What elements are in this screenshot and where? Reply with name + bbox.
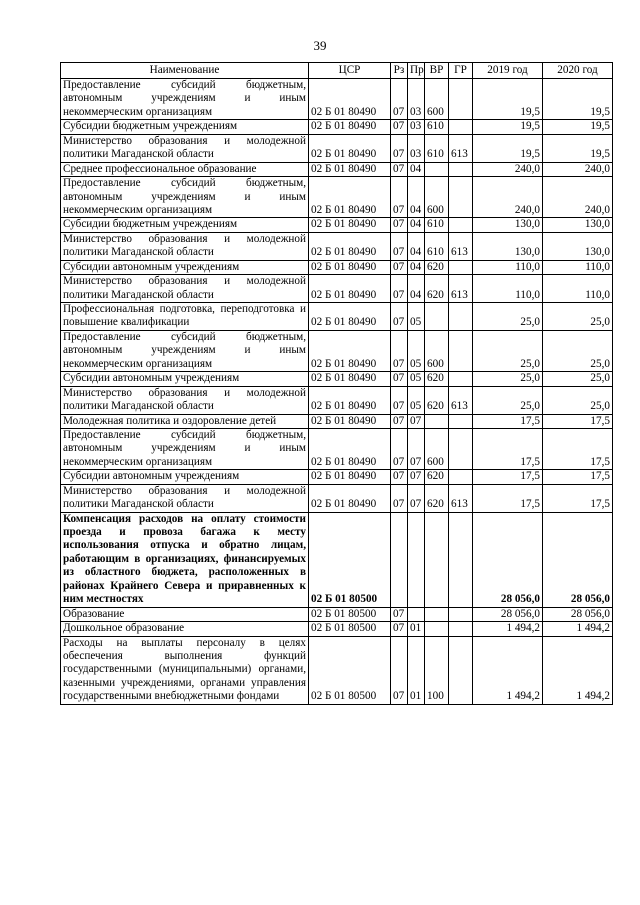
- row-value-2019: 25,0: [473, 372, 543, 386]
- row-vr: 620: [425, 372, 449, 386]
- row-value-2020: 1 494,2: [543, 636, 613, 704]
- row-vr: 610: [425, 232, 449, 260]
- row-vr: 610: [425, 134, 449, 162]
- row-gr: [449, 330, 473, 371]
- row-name: Министерство образования и молодежной политики Магаданской области: [61, 134, 309, 162]
- table-row: [61, 162, 613, 176]
- row-pr: 07: [408, 414, 425, 428]
- row-value-2020: 110,0: [543, 260, 613, 274]
- row-value-2019: 28 056,0: [473, 512, 543, 607]
- row-rz: 07: [391, 428, 408, 469]
- row-name: Расходы на выплаты персоналу в целях обеспечения выполнения функций государственными (муниципальными) органами, казенными учреждениями, органами управления государственными внебюджетными фондами: [61, 636, 309, 704]
- row-gr: [449, 372, 473, 386]
- row-csr: 02 Б 01 80490: [309, 79, 391, 120]
- row-rz: 07: [391, 177, 408, 218]
- row-gr: [449, 260, 473, 274]
- row-value-2019: 110,0: [473, 275, 543, 303]
- row-csr: 02 Б 01 80490: [309, 177, 391, 218]
- row-vr: [425, 414, 449, 428]
- header-2020: 2020 год: [543, 63, 613, 79]
- row-gr: [449, 607, 473, 621]
- row-vr: 620: [425, 275, 449, 303]
- row-csr: 02 Б 01 80490: [309, 120, 391, 134]
- row-csr: 02 Б 01 80490: [309, 275, 391, 303]
- row-value-2019: 17,5: [473, 484, 543, 512]
- row-gr: [449, 470, 473, 484]
- row-pr: 05: [408, 372, 425, 386]
- row-csr: 02 Б 01 80490: [309, 414, 391, 428]
- row-rz: 07: [391, 372, 408, 386]
- row-name: Среднее профессиональное образование: [61, 162, 309, 176]
- table-row: [61, 134, 613, 162]
- row-gr: [449, 120, 473, 134]
- row-gr: 613: [449, 275, 473, 303]
- row-vr: 600: [425, 177, 449, 218]
- row-vr: [425, 622, 449, 636]
- row-gr: [449, 414, 473, 428]
- header-vr: ВР: [425, 63, 449, 79]
- row-vr: 100: [425, 636, 449, 704]
- row-csr: 02 Б 01 80500: [309, 622, 391, 636]
- row-value-2019: 17,5: [473, 428, 543, 469]
- row-csr: 02 Б 01 80490: [309, 484, 391, 512]
- row-value-2019: 1 494,2: [473, 636, 543, 704]
- row-csr: 02 Б 01 80490: [309, 330, 391, 371]
- row-gr: [449, 162, 473, 176]
- row-gr: 613: [449, 232, 473, 260]
- row-vr: 620: [425, 260, 449, 274]
- row-gr: [449, 303, 473, 331]
- table-row: [61, 470, 613, 484]
- row-value-2019: 17,5: [473, 470, 543, 484]
- row-csr: 02 Б 01 80490: [309, 303, 391, 331]
- row-csr: 02 Б 01 80500: [309, 607, 391, 621]
- row-value-2019: 25,0: [473, 303, 543, 331]
- row-csr: 02 Б 01 80490: [309, 260, 391, 274]
- row-name: Субсидии автономным учреждениям: [61, 260, 309, 274]
- table-row: [61, 622, 613, 636]
- row-pr: 07: [408, 484, 425, 512]
- row-value-2020: 110,0: [543, 275, 613, 303]
- row-value-2020: 240,0: [543, 162, 613, 176]
- row-gr: 613: [449, 386, 473, 414]
- row-vr: [425, 607, 449, 621]
- row-vr: 600: [425, 330, 449, 371]
- header-name: Наименование: [61, 63, 309, 79]
- row-name: Предоставление субсидий бюджетным, автономным учреждениям и иным некоммерческим организациям: [61, 79, 309, 120]
- table-row: [61, 120, 613, 134]
- row-pr: 01: [408, 636, 425, 704]
- row-value-2019: 1 494,2: [473, 622, 543, 636]
- row-rz: 07: [391, 120, 408, 134]
- row-vr: 620: [425, 470, 449, 484]
- row-value-2020: 28 056,0: [543, 512, 613, 607]
- row-gr: [449, 79, 473, 120]
- row-rz: 07: [391, 622, 408, 636]
- table-body: [61, 79, 613, 705]
- row-value-2020: 1 494,2: [543, 622, 613, 636]
- row-name: Компенсация расходов на оплату стоимости проезда и провоза багажа к месту использования отпуска и обратно лицам, работающим в организациях, финансируемых из областного бюджета, расположенных в районах Крайнего Севера и приравненных к ним местностях: [61, 512, 309, 607]
- row-name: Образование: [61, 607, 309, 621]
- row-value-2019: 17,5: [473, 414, 543, 428]
- header-csr: ЦСР: [309, 63, 391, 79]
- row-vr: 600: [425, 79, 449, 120]
- row-rz: 07: [391, 484, 408, 512]
- row-csr: 02 Б 01 80490: [309, 162, 391, 176]
- row-csr: 02 Б 01 80490: [309, 134, 391, 162]
- table-row: [61, 484, 613, 512]
- row-gr: [449, 218, 473, 232]
- row-rz: 07: [391, 636, 408, 704]
- row-rz: 07: [391, 386, 408, 414]
- row-name: Субсидии автономным учреждениям: [61, 470, 309, 484]
- row-pr: 05: [408, 303, 425, 331]
- row-csr: 02 Б 01 80500: [309, 512, 391, 607]
- row-name: Предоставление субсидий бюджетным, автономным учреждениям и иным некоммерческим организациям: [61, 330, 309, 371]
- row-value-2020: 17,5: [543, 428, 613, 469]
- row-pr: 01: [408, 622, 425, 636]
- table-row: [61, 275, 613, 303]
- row-pr: 03: [408, 79, 425, 120]
- row-value-2019: 19,5: [473, 79, 543, 120]
- table-row: [61, 177, 613, 218]
- table-row: [61, 218, 613, 232]
- row-gr: [449, 428, 473, 469]
- header-rz: Рз: [391, 63, 408, 79]
- row-name: Субсидии бюджетным учреждениям: [61, 218, 309, 232]
- row-rz: 07: [391, 470, 408, 484]
- header-gr: ГР: [449, 63, 473, 79]
- row-rz: 07: [391, 134, 408, 162]
- row-value-2020: 19,5: [543, 120, 613, 134]
- table-row: [61, 636, 613, 704]
- table-row: [61, 414, 613, 428]
- row-pr: 07: [408, 428, 425, 469]
- row-name: Предоставление субсидий бюджетным, автономным учреждениям и иным некоммерческим организациям: [61, 428, 309, 469]
- row-value-2019: 19,5: [473, 120, 543, 134]
- table-row: [61, 512, 613, 607]
- row-value-2020: 17,5: [543, 414, 613, 428]
- row-pr: 04: [408, 177, 425, 218]
- row-value-2020: 19,5: [543, 134, 613, 162]
- row-vr: [425, 512, 449, 607]
- table-row: [61, 303, 613, 331]
- row-value-2019: 130,0: [473, 218, 543, 232]
- row-value-2020: 25,0: [543, 372, 613, 386]
- row-gr: 613: [449, 484, 473, 512]
- row-name: Министерство образования и молодежной политики Магаданской области: [61, 386, 309, 414]
- row-pr: 05: [408, 386, 425, 414]
- row-pr: 05: [408, 330, 425, 371]
- row-rz: 07: [391, 79, 408, 120]
- row-csr: 02 Б 01 80490: [309, 232, 391, 260]
- table-row: [61, 372, 613, 386]
- row-csr: 02 Б 01 80490: [309, 470, 391, 484]
- row-value-2019: 130,0: [473, 232, 543, 260]
- row-rz: 07: [391, 303, 408, 331]
- row-pr: 04: [408, 232, 425, 260]
- row-value-2020: 17,5: [543, 484, 613, 512]
- row-name: Министерство образования и молодежной политики Магаданской области: [61, 484, 309, 512]
- table-row: [61, 330, 613, 371]
- row-pr: 03: [408, 134, 425, 162]
- row-csr: 02 Б 01 80500: [309, 636, 391, 704]
- row-name: Молодежная политика и оздоровление детей: [61, 414, 309, 428]
- row-gr: 613: [449, 134, 473, 162]
- row-value-2019: 19,5: [473, 134, 543, 162]
- row-rz: 07: [391, 607, 408, 621]
- row-vr: 600: [425, 428, 449, 469]
- row-rz: 07: [391, 218, 408, 232]
- budget-table: [60, 62, 613, 705]
- row-value-2020: 25,0: [543, 303, 613, 331]
- row-vr: 610: [425, 218, 449, 232]
- row-vr: [425, 303, 449, 331]
- row-value-2020: 17,5: [543, 470, 613, 484]
- row-csr: 02 Б 01 80490: [309, 218, 391, 232]
- row-name: Субсидии автономным учреждениям: [61, 372, 309, 386]
- row-value-2020: 25,0: [543, 330, 613, 371]
- row-rz: 07: [391, 275, 408, 303]
- row-value-2020: 25,0: [543, 386, 613, 414]
- row-value-2019: 240,0: [473, 177, 543, 218]
- table-row: [61, 428, 613, 469]
- row-value-2020: 130,0: [543, 218, 613, 232]
- row-value-2020: 19,5: [543, 79, 613, 120]
- row-rz: 07: [391, 330, 408, 371]
- page-number: 39: [313, 38, 327, 53]
- row-rz: [391, 512, 408, 607]
- row-value-2019: 25,0: [473, 386, 543, 414]
- row-pr: 03: [408, 120, 425, 134]
- row-pr: [408, 607, 425, 621]
- row-vr: [425, 162, 449, 176]
- table-row: [61, 232, 613, 260]
- header-pr: Пр: [408, 63, 425, 79]
- row-pr: [408, 512, 425, 607]
- row-gr: [449, 177, 473, 218]
- row-pr: 04: [408, 275, 425, 303]
- row-name: Министерство образования и молодежной политики Магаданской области: [61, 232, 309, 260]
- row-csr: 02 Б 01 80490: [309, 372, 391, 386]
- row-csr: 02 Б 01 80490: [309, 386, 391, 414]
- row-gr: [449, 622, 473, 636]
- row-value-2019: 240,0: [473, 162, 543, 176]
- row-pr: 07: [408, 470, 425, 484]
- row-rz: 07: [391, 260, 408, 274]
- row-vr: 620: [425, 386, 449, 414]
- row-gr: [449, 512, 473, 607]
- row-value-2019: 25,0: [473, 330, 543, 371]
- row-value-2020: 130,0: [543, 232, 613, 260]
- table-row: [61, 386, 613, 414]
- table-row: [61, 260, 613, 274]
- row-vr: 610: [425, 120, 449, 134]
- table-row: [61, 79, 613, 120]
- row-value-2020: 28 056,0: [543, 607, 613, 621]
- row-name: Дошкольное образование: [61, 622, 309, 636]
- row-vr: 620: [425, 484, 449, 512]
- row-value-2019: 110,0: [473, 260, 543, 274]
- row-gr: [449, 636, 473, 704]
- row-pr: 04: [408, 162, 425, 176]
- row-rz: 07: [391, 232, 408, 260]
- row-rz: 07: [391, 162, 408, 176]
- row-csr: 02 Б 01 80490: [309, 428, 391, 469]
- header-2019: 2019 год: [473, 63, 543, 79]
- table-row: [61, 607, 613, 621]
- row-name: Предоставление субсидий бюджетным, автономным учреждениям и иным некоммерческим организациям: [61, 177, 309, 218]
- row-name: Министерство образования и молодежной политики Магаданской области: [61, 275, 309, 303]
- row-value-2020: 240,0: [543, 177, 613, 218]
- row-pr: 04: [408, 218, 425, 232]
- table-header-row: [61, 63, 613, 79]
- row-name: Профессиональная подготовка, переподготовка и повышение квалификации: [61, 303, 309, 331]
- row-pr: 04: [408, 260, 425, 274]
- row-name: Субсидии бюджетным учреждениям: [61, 120, 309, 134]
- row-rz: 07: [391, 414, 408, 428]
- row-value-2019: 28 056,0: [473, 607, 543, 621]
